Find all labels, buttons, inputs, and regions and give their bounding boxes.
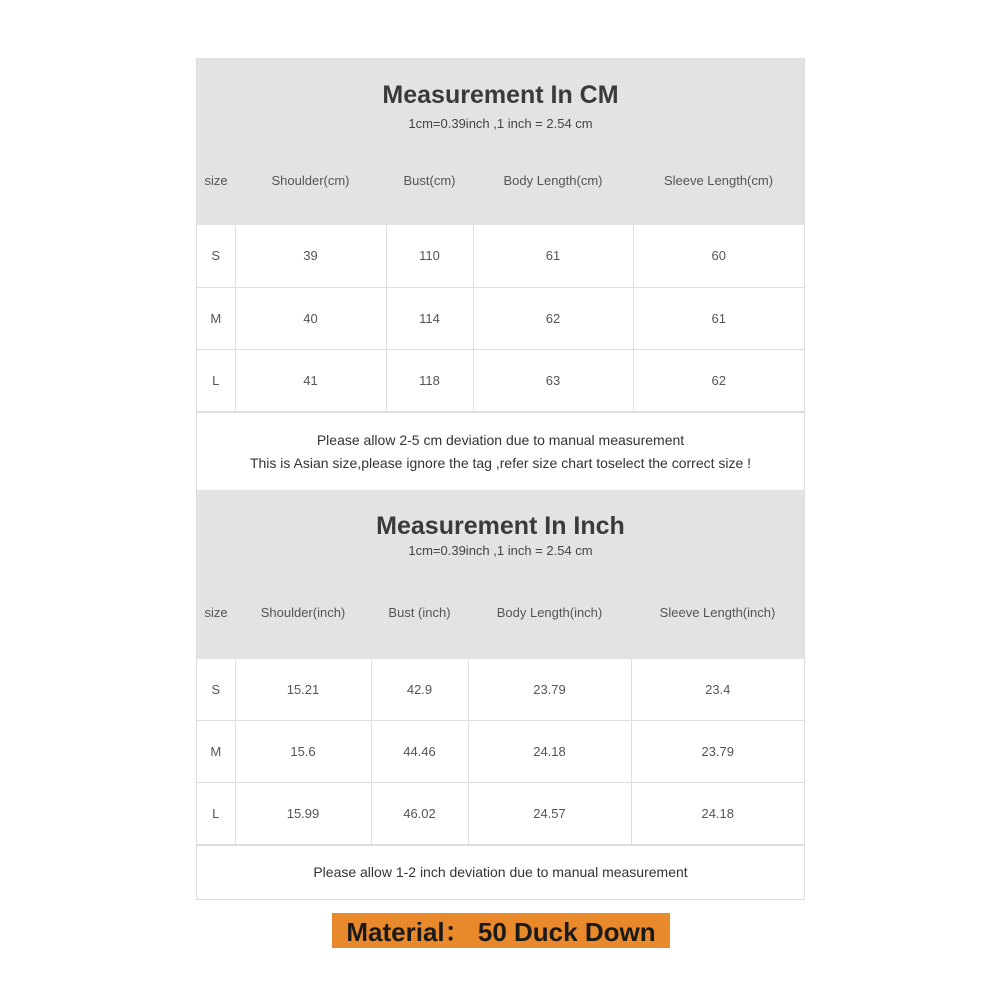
table-row (197, 287, 804, 349)
cm-header-size: size (204, 172, 228, 188)
bust-cell: 44.46 (371, 721, 468, 783)
inch-header-row (197, 585, 804, 641)
table-row (197, 783, 804, 845)
size-chart (196, 58, 805, 900)
size-cell: S (197, 659, 235, 721)
body-length-cell: 23.79 (468, 659, 631, 721)
cm-table (197, 225, 804, 412)
cm-header-body-length: Body Length(cm) (503, 172, 603, 188)
cm-header-sleeve-length: Sleeve Length(cm) (663, 172, 774, 188)
inch-header-bust: Bust (inch) (388, 605, 451, 620)
body-length-cell: 63 (473, 349, 633, 411)
bust-cell: 42.9 (371, 659, 468, 721)
table-row (197, 659, 804, 721)
inch-subtitle: 1cm=0.39inch ,1 inch = 2.54 cm (408, 542, 593, 558)
size-cell: M (197, 287, 235, 349)
bust-cell: 114 (386, 287, 473, 349)
inch-section-header (197, 490, 804, 659)
size-cell: L (197, 783, 235, 845)
cm-header-bust: Bust(cm) (403, 172, 456, 188)
cm-title: Measurement In CM (382, 81, 619, 109)
size-cell: S (197, 225, 235, 287)
size-cell: M (197, 721, 235, 783)
bust-cell: 118 (386, 349, 473, 411)
sleeve-length-cell: 23.79 (631, 721, 804, 783)
inch-header-sleeve-length: Sleeve Length(inch) (659, 605, 776, 620)
sleeve-length-cell: 23.4 (631, 659, 804, 721)
table-row (197, 349, 804, 411)
cm-section-header (197, 59, 804, 225)
table-row (197, 721, 804, 783)
sleeve-length-cell: 24.18 (631, 783, 804, 845)
shoulder-cell: 39 (235, 225, 386, 287)
shoulder-cell: 15.21 (235, 659, 371, 721)
cm-note-deviation: Please allow 2-5 cm deviation due to manual measurement (316, 431, 685, 448)
body-length-cell: 62 (473, 287, 633, 349)
cm-note-asian-size: This is Asian size,please ignore the tag ,refer size chart toselect the correct size ! (249, 454, 752, 471)
body-length-cell: 61 (473, 225, 633, 287)
inch-table (197, 659, 804, 846)
cm-subtitle: 1cm=0.39inch ,1 inch = 2.54 cm (408, 116, 593, 131)
inch-header-shoulder: Shoulder(inch) (260, 605, 346, 620)
bust-cell: 46.02 (371, 783, 468, 845)
table-row (197, 225, 804, 287)
sleeve-length-cell: 60 (633, 225, 804, 287)
sleeve-length-cell: 61 (633, 287, 804, 349)
shoulder-cell: 41 (235, 349, 386, 411)
bust-cell: 110 (386, 225, 473, 287)
inch-notes (197, 845, 804, 899)
shoulder-cell: 40 (235, 287, 386, 349)
shoulder-cell: 15.99 (235, 783, 371, 845)
shoulder-cell: 15.6 (235, 721, 371, 783)
inch-header-body-length: Body Length(inch) (496, 605, 603, 620)
cm-notes (197, 412, 804, 490)
inch-header-size: size (204, 605, 228, 620)
cm-header-shoulder: Shoulder(cm) (271, 172, 350, 188)
sleeve-length-cell: 62 (633, 349, 804, 411)
body-length-cell: 24.57 (468, 783, 631, 845)
body-length-cell: 24.18 (468, 721, 631, 783)
inch-note-deviation: Please allow 1-2 inch deviation due to manual measurement (313, 864, 688, 880)
cm-header-row (197, 153, 804, 207)
inch-title: Measurement In Inch (376, 511, 625, 540)
material-banner: Material： 50 Duck Down (332, 913, 670, 948)
size-cell: L (197, 349, 235, 411)
